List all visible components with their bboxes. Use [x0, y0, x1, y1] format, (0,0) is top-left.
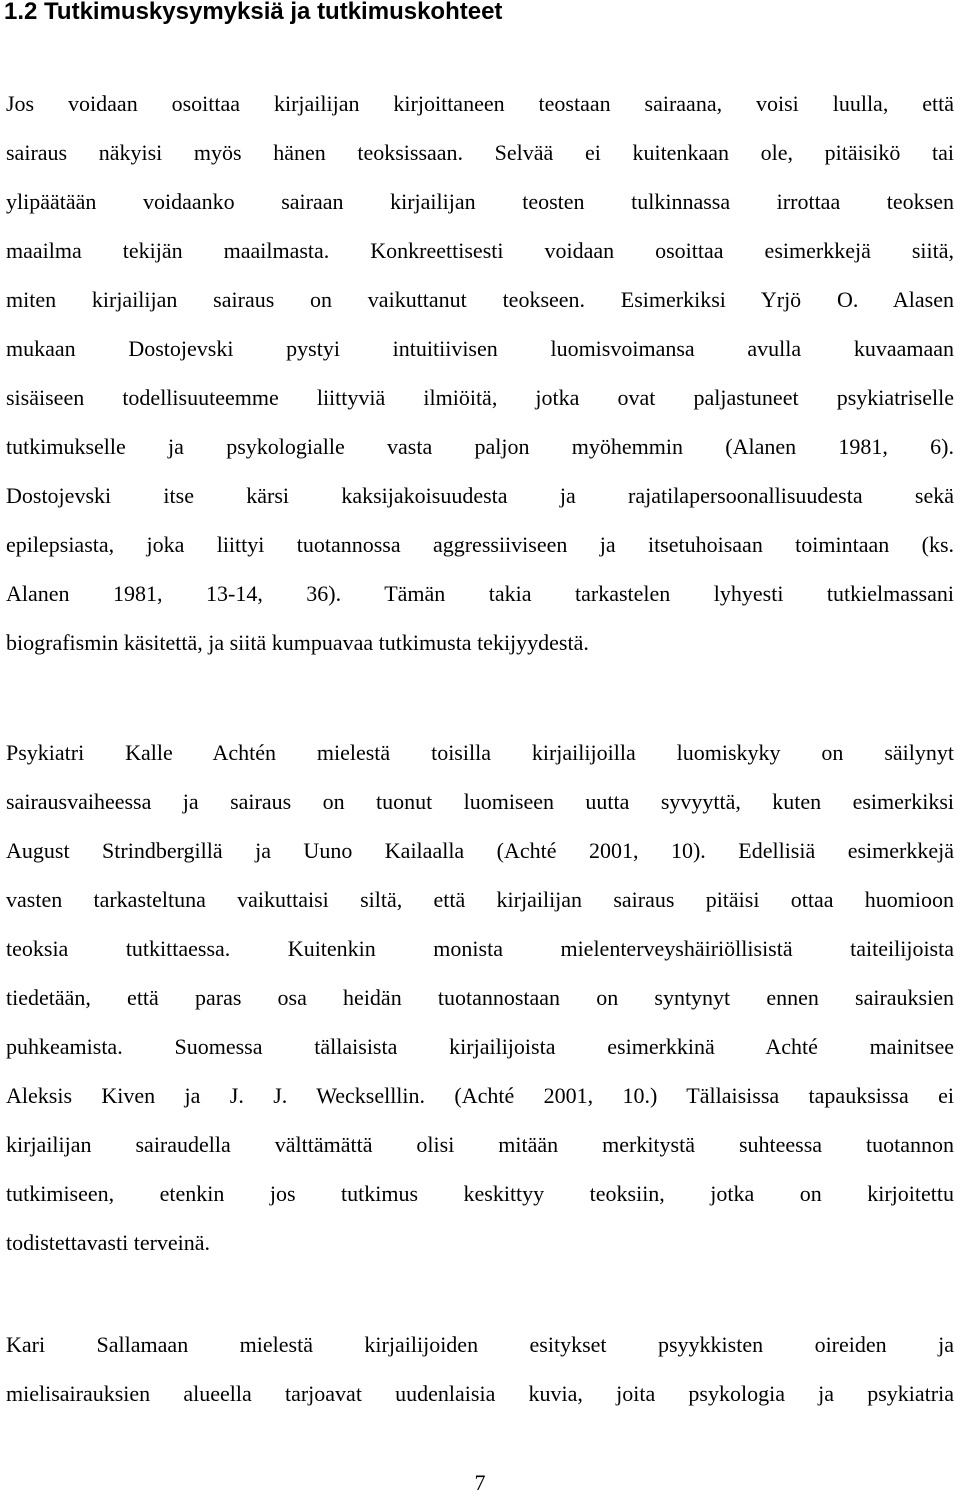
paragraph-3 [6, 1320, 954, 1418]
text-line: teoksia tutkittaessa. Kuitenkin monista mielenterveyshäiriöllisistä taiteilijoista [6, 936, 954, 961]
text-line: sisäiseen todellisuuteemme liittyviä ilmiöitä, jotka ovat paljastuneet psykiatriselle [6, 385, 954, 410]
paragraph-1 [6, 79, 954, 667]
text-line: vasten tarkasteltuna vaikuttaisi siltä, että kirjailijan sairaus pitäisi ottaa huomioon [6, 887, 954, 912]
text-line: Alanen 1981, 13-14, 36). Tämän takia tarkastelen lyhyesti tutkielmassani [6, 581, 954, 606]
text-line: Aleksis Kiven ja J. J. Weckselllin. (Achté 2001, 10.) Tällaisissa tapauksissa ei [6, 1083, 954, 1108]
text-line: Psykiatri Kalle Achtén mielestä toisilla kirjailijoilla luomiskyky on säilynyt [6, 740, 954, 765]
text-line: sairaus näkyisi myös hänen teoksissaan. Selvää ei kuitenkaan ole, pitäisikö tai [6, 140, 954, 165]
text-line: mielisairauksien alueella tarjoavat uudenlaisia kuvia, joita psykologia ja psykiatria [6, 1381, 954, 1406]
text-line: Jos voidaan osoittaa kirjailijan kirjoittaneen teostaan sairaana, voisi luulla, että [6, 91, 954, 116]
text-line: miten kirjailijan sairaus on vaikuttanut teokseen. Esimerkiksi Yrjö O. Alasen [6, 287, 954, 312]
page-number: 7 [474, 1470, 486, 1495]
text-line: ylipäätään voidaanko sairaan kirjailijan teosten tulkinnassa irrottaa teoksen [6, 189, 954, 214]
text-line: Dostojevski itse kärsi kaksijakoisuudesta ja rajatilapersoonallisuudesta sekä [6, 483, 954, 508]
text-line: tutkimiseen, etenkin jos tutkimus keskittyy teoksiin, jotka on kirjoitettu [6, 1181, 954, 1206]
text-line: maailma tekijän maailmasta. Konkreettisesti voidaan osoittaa esimerkkejä siitä, [6, 238, 954, 263]
text-line: Kari Sallamaan mielestä kirjailijoiden esitykset psyykkisten oireiden ja [6, 1332, 954, 1357]
text-line: todistettavasti terveinä. [6, 1230, 211, 1255]
text-line: tutkimukselle ja psykologialle vasta paljon myöhemmin (Alanen 1981, 6). [6, 434, 954, 459]
section-heading: 1.2 Tutkimuskysymyksiä ja tutkimuskohteet [4, 0, 503, 25]
text-line: tiedetään, että paras osa heidän tuotannostaan on syntynyt ennen sairauksien [6, 985, 954, 1010]
text-line: epilepsiasta, joka liittyi tuotannossa aggressiiviseen ja itsetuhoisaan toimintaan (ks. [6, 532, 954, 557]
paragraph-2 [6, 728, 954, 1267]
text-line: puhkeamista. Suomessa tällaisista kirjailijoista esimerkkinä Achté mainitsee [6, 1034, 954, 1059]
text-line: biografismin käsitettä, ja siitä kumpuavaa tutkimusta tekijyydestä. [6, 630, 589, 655]
text-line: kirjailijan sairaudella välttämättä olisi mitään merkitystä suhteessa tuotannon [6, 1132, 954, 1157]
text-line: August Strindbergillä ja Uuno Kailaalla (Achté 2001, 10). Edellisiä esimerkkejä [6, 838, 954, 863]
text-line: mukaan Dostojevski pystyi intuitiivisen luomisvoimansa avulla kuvaamaan [6, 336, 954, 361]
text-line: sairausvaiheessa ja sairaus on tuonut luomiseen uutta syvyyttä, kuten esimerkiksi [6, 789, 954, 814]
